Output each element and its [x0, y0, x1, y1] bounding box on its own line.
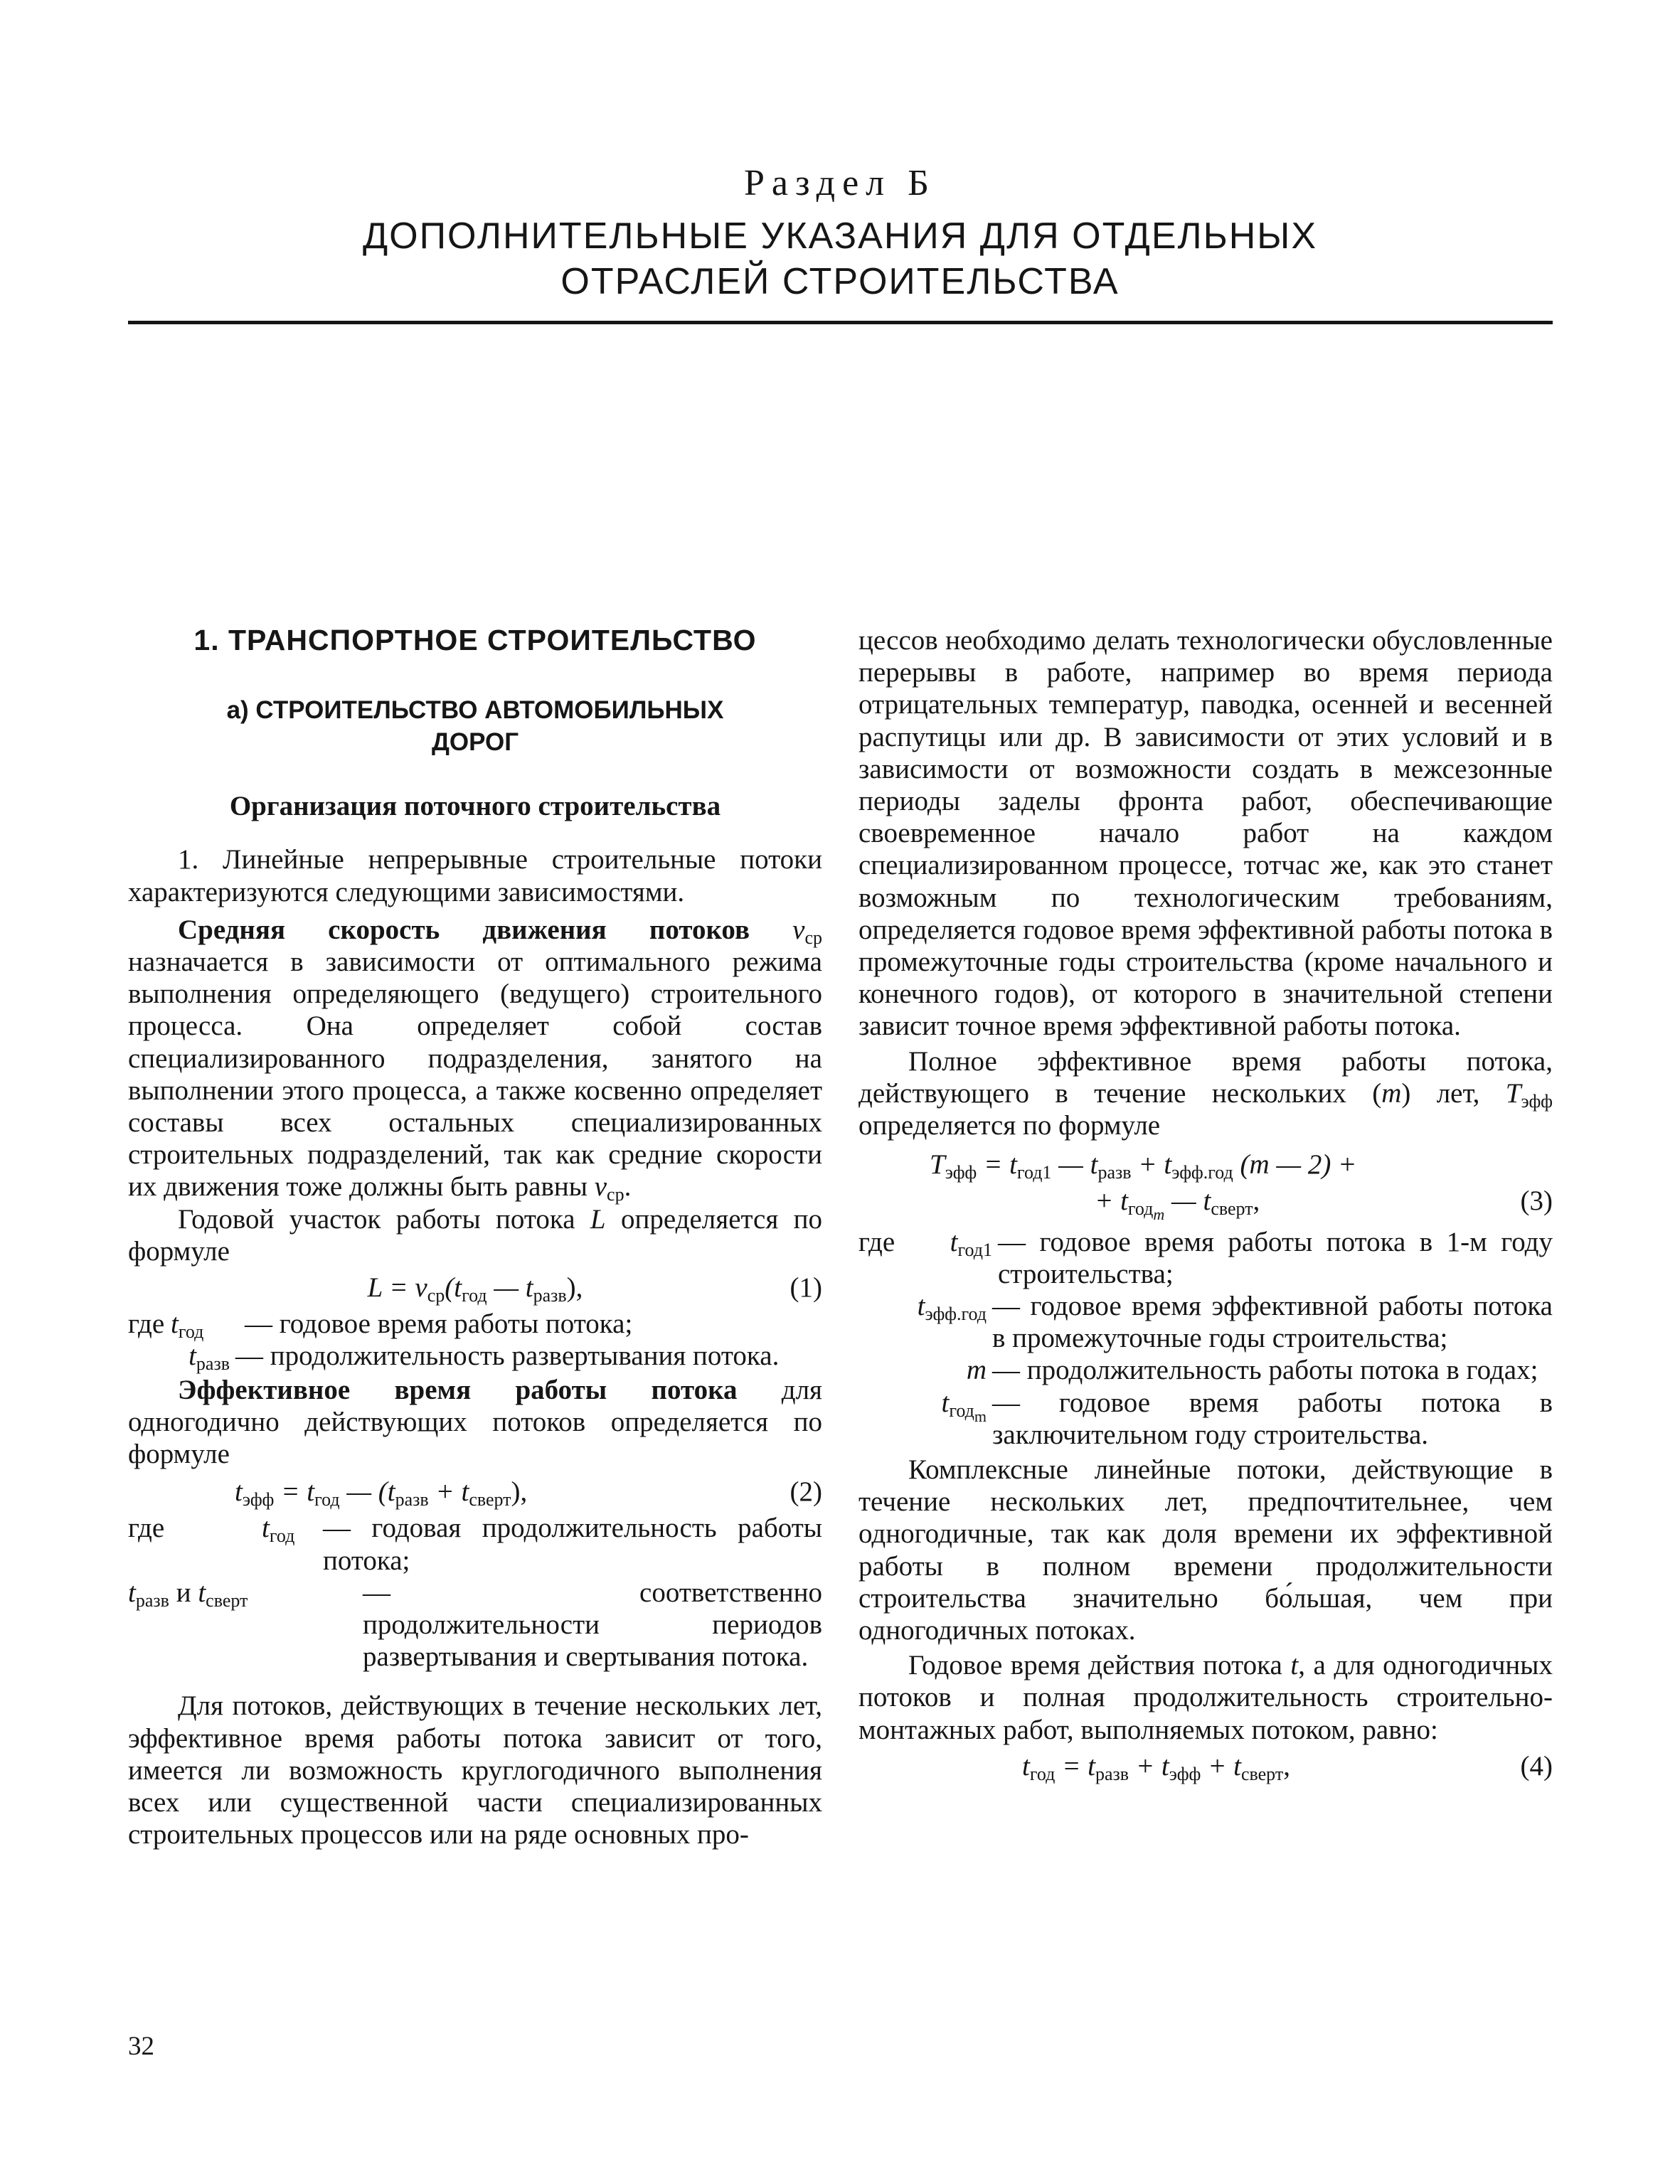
subchapter-heading [128, 694, 822, 758]
sub-eff: эфф [1521, 1090, 1553, 1112]
formula-3-number: (3) [1520, 1186, 1553, 1217]
paragraph-1: 1. Линейные непрерывные строительные потоки характеризуются следующими зависимостями. [128, 844, 822, 907]
where-3-desc-4: — годовое время работы потока в заключительном году строительства. [992, 1387, 1553, 1450]
where-1-desc-2: — продолжительность развертывания потока. [235, 1341, 780, 1372]
var-v: v [792, 914, 805, 945]
where-3-term-3: m [966, 1355, 987, 1386]
paragraph-heading: Организация поточного строительства [229, 791, 721, 822]
formula-2-number: (2) [790, 1476, 822, 1508]
where-3-desc-2: — годовое время эффективной работы потока в промежуточные годы строительства; [992, 1291, 1553, 1354]
var-m: m [1381, 1077, 1402, 1109]
left-column [128, 624, 822, 1850]
where-3-term-1: $t_{год1}$ [950, 1226, 992, 1260]
where-3-desc-3: — продолжительность работы потока в годах; [992, 1355, 1538, 1386]
formula-4-number: (4) [1520, 1750, 1553, 1781]
right-column [858, 624, 1553, 1782]
where-list-2b [128, 1577, 822, 1673]
formula-3-line-1 [858, 1149, 1553, 1181]
subchapter-heading-line-2: ДОРОГ [431, 728, 519, 757]
formula-3-line-2 [858, 1185, 1553, 1224]
paragraph-4-text: для одногодично действующих потоков определяется по формуле [128, 1374, 822, 1470]
formula-1 [128, 1272, 822, 1304]
section-title-line-2: ОТРАСЛЕЙ СТРОИТЕЛЬСТВА [560, 261, 1120, 302]
paragraph-3 [128, 1203, 822, 1267]
paragraph-9-a: Годовое время действия потока [908, 1650, 1282, 1681]
paragraph-6: цессов необходимо делать технологически обусловленные перерывы в работе, например во время периода отрицательных температур, паводка, осенней и весенней распутицы или др. В зависимости от этих условий и в зависимости от возможности создать в межсезонные периоды заделы фронта работ, обеспечивающие своевременное начало работ на каждом специализированном процессе, тотчас же, как это станет возможным по технологическим требованиям, определяется годовое время эффективной работы потока в промежуточные годы строительства (кроме начального и конечного годов), от которого в значительной степени зависит точное время эффективной работы потока. [858, 625, 1553, 1042]
paragraph-4 [128, 1374, 822, 1471]
where-1-desc-1: — годовое время работы потока; [245, 1309, 633, 1340]
term-effective-time: Эффективное время работы потока [178, 1374, 738, 1405]
paragraph-7-c: определяется по формуле [858, 1110, 1161, 1141]
paragraph-3-pre: Годовой участок работы потока [178, 1203, 575, 1235]
sub-sr: ср [804, 927, 823, 948]
paragraph-5: Для потоков, действующих в течение нескольких лет, эффективное время работы потока зависит от того, имеется ли возможность круглогодичного выполнения всех или существенной части специализированных строительных процессов или на ряде основных про- [128, 1690, 822, 1850]
where-2-lead: где [128, 1513, 165, 1544]
formula-1-number: (1) [790, 1272, 822, 1304]
formula-4 [858, 1750, 1553, 1782]
paragraph-7-b: ) лет, [1401, 1077, 1480, 1109]
paragraph-2 [128, 914, 822, 1203]
paragraph-3-post: определяется по формуле [128, 1203, 823, 1267]
where-3-term-2: $t_{эфф.год}$ [917, 1291, 987, 1325]
where-1-lead: где [128, 1309, 165, 1340]
where-2-desc-1: — годовая продолжительность работы потока; [323, 1513, 822, 1576]
where-list-1 [128, 1308, 822, 1343]
chapter-heading: 1. ТРАНСПОРТНОЕ СТРОИТЕЛЬСТВО [193, 624, 757, 656]
where-2-term-1: $t_{год}$ [262, 1513, 295, 1547]
title-divider [128, 321, 1553, 324]
where-list-1b [128, 1340, 822, 1375]
formula-2-expression: $t_{эфф} = t_{год}$ — $(t_{разв} + t_{сверт})$, [235, 1476, 528, 1511]
section-title-line-1: ДОПОЛНИТЕЛЬНЫЕ УКАЗАНИЯ ДЛЯ ОТДЕЛЬНЫХ [362, 215, 1318, 257]
paragraph-7 [858, 1045, 1553, 1142]
var-L: L [590, 1203, 606, 1235]
where-1-term-1: $t_{год}$ [171, 1309, 204, 1343]
where-list-3 [858, 1226, 1553, 1290]
paragraph-7-a: Полное эффективное время работы потока, действующего в течение нескольких ( [858, 1045, 1553, 1109]
section-title [0, 213, 1680, 304]
where-3-term-4: $t_{год_m}$ [941, 1387, 987, 1425]
var-v-end: v [594, 1171, 607, 1203]
formula-3-expression-2: + $t_{год_m}$ — $t_{сверт}$, [1095, 1186, 1260, 1224]
var-T: T [1505, 1077, 1521, 1109]
term-average-speed: Средняя скорость движения потоков [178, 914, 750, 945]
where-list-3b [858, 1290, 1553, 1451]
subchapter-heading-line-1: а) СТРОИТЕЛЬСТВО АВТОМОБИЛЬНЫХ [226, 696, 724, 725]
formula-2 [128, 1476, 822, 1511]
sub-sr-end: ср [607, 1184, 624, 1205]
where-2-terms-2: $t_{разв}$ и $t_{сверт}$ [128, 1577, 248, 1611]
where-2-desc-2: — соответственно продолжительности периодов развертывания и свертывания потока. [363, 1577, 822, 1673]
paragraph-8: Комплексные линейные потоки, действующие в течение нескольких лет, предпочтительнее, чем одногодичные, так как доля времени их эффективной работы в полном времени продолжительности строительства значительно бо́льшая, чем при одногодичных потоках. [858, 1454, 1553, 1646]
formula-1-expression: $L = v_{ср}(t_{год}$ — $t_{разв}$), [367, 1272, 583, 1306]
paragraph-2-text: назначается в зависимости от оптимального режима выполнения определяющего (ведущего) строительного процесса. Она определяет собой состав специализированного подразделения, занятого на выполнении этого процесса, а также косвенно определяет составы всех остальных специализированных строительных подразделений, так как средние скорости их движения тоже должны быть равны [128, 947, 822, 1203]
formula-4-expression: $t_{год} = t_{разв} + t_{эфф} + t_{сверт}$, [1022, 1750, 1290, 1784]
where-3-lead: где [858, 1226, 895, 1257]
where-list-2 [128, 1512, 822, 1576]
var-t: t [1290, 1650, 1299, 1681]
formula-3-expression-1: $T_{эфф} = t_{год1}$ — $t_{разв} + t_{эфф.год}$ (m — 2) + [930, 1149, 1357, 1183]
section-label: Раздел Б [744, 163, 936, 203]
paragraph-9 [858, 1649, 1553, 1746]
where-3-desc-1: — годовое время работы потока в 1-м году строительства; [998, 1226, 1553, 1289]
where-1-term-2: $t_{разв}$ [188, 1341, 230, 1375]
paragraph-9-b: , а для одногодичных потоков и полная продолжительность строительно-монтажных работ, выполняемых потоком, равно: [858, 1650, 1553, 1745]
paragraph-2-end: . [624, 1171, 632, 1203]
page-number: 32 [128, 2032, 154, 2061]
